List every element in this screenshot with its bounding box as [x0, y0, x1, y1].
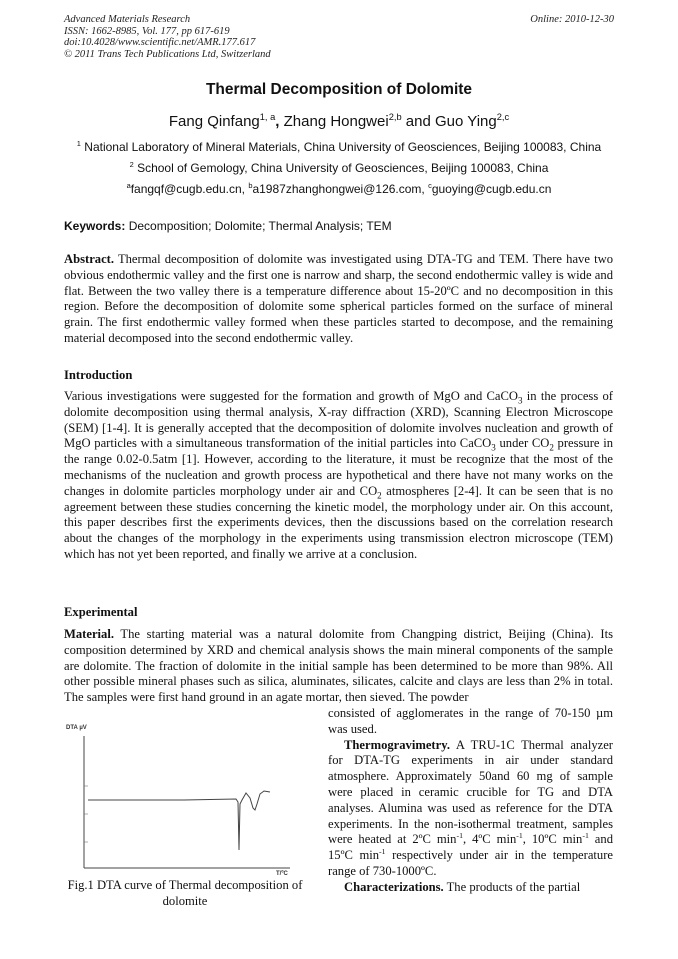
- paper-title: Thermal Decomposition of Dolomite: [205, 81, 473, 98]
- abstract-label: Abstract.: [64, 252, 115, 266]
- author-sup: 1, a: [259, 112, 276, 122]
- copyright-line: © 2011 Trans Tech Publications Ltd, Switzerland: [64, 48, 271, 60]
- intro-span: atmospheres [2-4]. It can be seen that is no agreement between these studies concerning the kinetic model, the morphology under air. On this account, this paper describes first the experiments devices, then the discussions based on the correlation research about the changes of the morphology in the experiments using transmission electron microscope (TEM) which has not yet been reported, and finally we arrive at a conclusion.: [64, 483, 613, 561]
- characterizations-paragraph: [328, 880, 613, 896]
- affiliation-sup: 1: [76, 139, 81, 148]
- author-sup: 2,c: [496, 112, 510, 122]
- intro-sub: 2: [377, 490, 382, 501]
- keywords-text: Decomposition; Dolomite; Thermal Analysis; TEM: [125, 219, 392, 233]
- email-line: [0, 182, 678, 196]
- affiliation-1: [0, 140, 678, 154]
- intro-sub: 3: [491, 442, 496, 453]
- intro-sub: 2: [549, 442, 554, 453]
- characterizations-text: The products of the partial: [443, 879, 581, 894]
- email-sup: a: [126, 181, 131, 190]
- author-separator: and: [401, 113, 436, 130]
- experimental-heading: Experimental: [64, 605, 138, 619]
- email-sup: b: [248, 181, 253, 190]
- tg-sup: -1: [582, 831, 589, 841]
- tg-sup: -1: [516, 831, 523, 841]
- introduction-text: [64, 389, 613, 563]
- material-text: The starting material was a natural dolomite from Changping district, Beijing (China). Its composition determined by XRD and chemical analysis shows the main mineral components of the sample are dolomite. The fraction of dolomite in the initial sample has been determined to be more than 98%. All other possible mineral phases such as silica, aluminates, silicates, calcite and clays are less than 2% in total. The samples were first hand ground in an agate mortar, then sieved. The powder: [64, 627, 613, 705]
- keywords-label: Keywords:: [64, 219, 126, 233]
- email-link[interactable]: fangqf@cugb.edu.cn,: [130, 182, 249, 196]
- tg-sup: -1: [456, 831, 463, 841]
- y-axis-label: DTA µV: [66, 725, 87, 731]
- intro-span: in the process of dolomite decomposition using thermal analysis, X-ray diffraction (XRD), Scanning Electron Microscope (SEM) [1-4]. It is generally accepted that the decomposition of dolomite involves nucleation and growth of MgO particles with a simultaneous transformation of the initial particles into CaCO: [64, 389, 613, 451]
- tg-sup: -1: [379, 846, 386, 856]
- dta-curve: [88, 791, 270, 850]
- introduction-heading: Introduction: [64, 368, 133, 382]
- abstract: [64, 252, 613, 347]
- author-line: [0, 113, 678, 130]
- keywords: [64, 219, 392, 233]
- journal-name: Advanced Materials Research: [64, 14, 191, 25]
- issn-line: ISSN: 1662-8985, Vol. 177, pp 617-619: [64, 25, 230, 37]
- affiliation-text: School of Gemology, China University of Geosciences, Beijing 100083, China: [133, 161, 549, 175]
- email-link[interactable]: a1987zhanghongwei@126.com,: [252, 182, 429, 196]
- tg-span: and 15ºC min: [328, 832, 613, 863]
- characterizations-label: Characterizations.: [344, 879, 444, 894]
- affiliation-2: [0, 161, 678, 175]
- material-label: Material.: [64, 627, 114, 641]
- thermogravimetry-paragraph: [328, 738, 613, 880]
- tg-span: A TRU-1C Thermal analyzer for DTA-TG experiments in air under standard atmosphere. Approximately 50and 60 mg of sample were placed in ceramic crucible for TG and DTA analyses. Alumina was used as reference for the DTA experiments. In the non-isothermal treatment, samples were heated at 2ºC min: [328, 737, 613, 847]
- email-sup: c: [428, 181, 432, 190]
- dta-figure: [64, 718, 310, 878]
- author-name: Fang Qinfang: [168, 113, 260, 130]
- intro-span: under CO: [495, 436, 550, 451]
- intro-span: pressure in the range 0.02-0.5atm [1]. However, according to the literature, it must be recognize that the most of the mechanisms of the nucleation and growth process are hypothetical and there have not many works on the changes in dolomite particles morphology under air and CO: [64, 436, 613, 498]
- material-paragraph: [64, 627, 613, 706]
- tg-span: , 4ºC min: [462, 832, 517, 847]
- affiliation-text: National Laboratory of Mineral Materials, China University of Geosciences, Beijing 100083, China: [80, 140, 602, 154]
- doi-line: doi:10.4028/www.scientific.net/AMR.177.617: [64, 37, 256, 48]
- affiliation-sup: 2: [129, 160, 134, 169]
- right-column: [328, 706, 613, 896]
- author-name: Guo Ying: [435, 113, 497, 130]
- journal-header: [64, 14, 271, 60]
- abstract-text: Thermal decomposition of dolomite was investigated using DTA-TG and TEM. There have two obvious endothermic valley and the first one is narrow and sharp, the second endothermic valley is wide and flat. Between the two valley there is a temperature difference about 15-20ºC and no decomposition in this region. Before the decomposition of dolomite some spherical particles formed on the surface of mineral grain. The first endothermic valley formed when these particles started to decompose, and the remaining material decomposed into the second endothermic valley.: [64, 252, 613, 345]
- intro-span: Various investigations were suggested for the formation and growth of MgO and CaCO: [64, 389, 518, 403]
- author-separator: ,: [275, 113, 284, 130]
- figure-caption: Fig.1 DTA curve of Thermal decomposition of dolomite: [67, 878, 303, 908]
- author-name: Zhang Hongwei: [283, 113, 389, 130]
- tg-span: , 10ºC min: [522, 832, 583, 847]
- email-link[interactable]: guoying@cugb.edu.cn: [431, 182, 552, 196]
- material-continuation: consisted of agglomerates in the range of 70-150 µm was used.: [328, 706, 613, 736]
- author-sup: 2,b: [388, 112, 402, 122]
- intro-sub: 3: [517, 395, 523, 406]
- x-axis-label: T/ºC: [276, 871, 288, 877]
- online-date: Online: 2010-12-30: [530, 14, 614, 25]
- thermogravimetry-label: Thermogravimetry.: [344, 737, 450, 752]
- tg-span: respectively under air in the temperature range of 730-1000ºC.: [328, 848, 613, 878]
- dta-curve-chart: [64, 718, 310, 878]
